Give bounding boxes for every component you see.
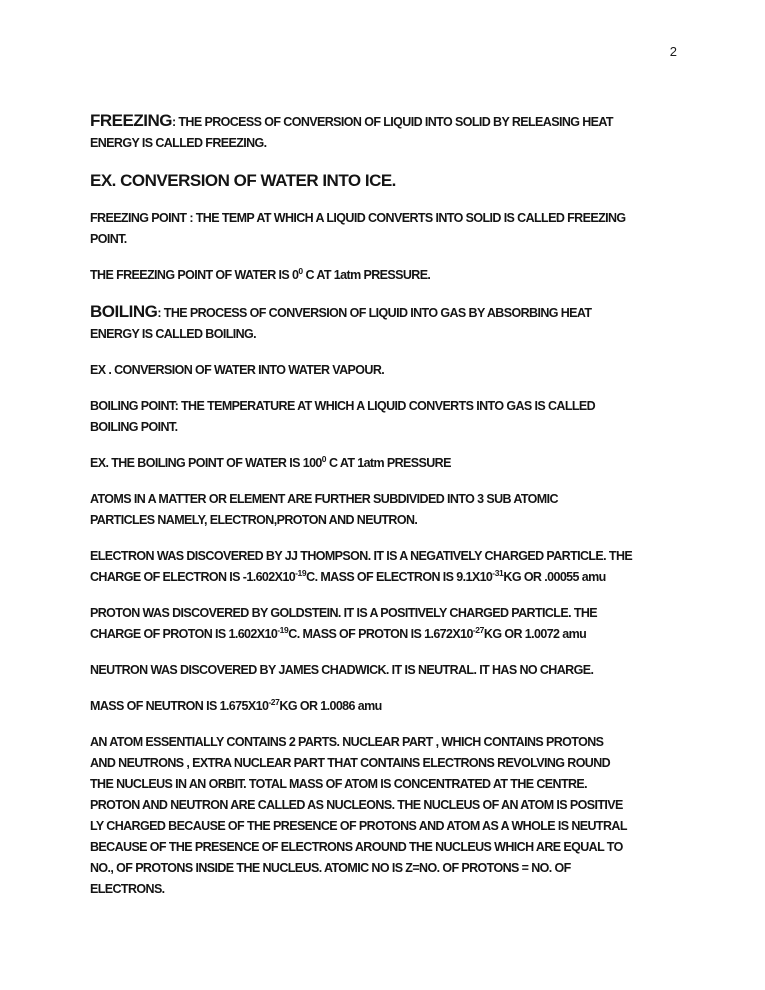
freezing-point-value-paragraph (90, 265, 682, 286)
exponent-superscript: -27 (472, 625, 484, 635)
exponent-superscript: -27 (268, 697, 280, 707)
boiling-definition-paragraph (90, 301, 682, 345)
boiling-point-value-tail: C AT 1atm PRESSURE (326, 456, 451, 470)
proton-charge-text: CHARGE OF PROTON IS 1.602X10 (90, 627, 278, 641)
freezing-point-value-tail: C AT 1atm PRESSURE. (302, 268, 431, 282)
freezing-definition-text-line2: ENERGY IS CALLED FREEZING. (90, 136, 267, 150)
proton-mass-text: C. MASS OF PROTON IS 1.672X10 (288, 627, 473, 641)
freezing-point-definition-paragraph (90, 208, 682, 250)
boiling-definition-text: : THE PROCESS OF CONVERSION OF LIQUID INTO GAS BY ABSORBING HEAT (157, 306, 592, 320)
neutron-paragraph (90, 660, 682, 681)
neutron-mass-tail: KG OR 1.0086 amu (279, 699, 382, 713)
atom-structure-paragraph (90, 732, 682, 900)
neutron-mass-paragraph (90, 696, 682, 717)
boiling-point-definition-paragraph (90, 396, 682, 438)
electron-paragraph (90, 546, 682, 588)
electron-charge-text: CHARGE OF ELECTRON IS -1.602X10 (90, 570, 296, 584)
freezing-definition-text: : THE PROCESS OF CONVERSION OF LIQUID INTO SOLID BY RELEASING HEAT (171, 115, 613, 129)
freezing-term: FREEZING (90, 111, 172, 130)
neutron-text: NEUTRON WAS DISCOVERED BY JAMES CHADWICK. IT IS NEUTRAL. IT HAS NO CHARGE. (90, 663, 594, 677)
atom-structure-line2: AND NEUTRONS , EXTRA NUCLEAR PART THAT CONTAINS ELECTRONS REVOLVING ROUND (90, 756, 611, 770)
freezing-example-heading (90, 169, 682, 193)
exponent-superscript: -19 (295, 568, 307, 578)
boiling-example-paragraph (90, 360, 682, 381)
freezing-definition-paragraph (90, 110, 682, 154)
proton-line1: PROTON WAS DISCOVERED BY GOLDSTEIN. IT IS A POSITIVELY CHARGED PARTICLE. THE (90, 606, 598, 620)
subatomic-particles-paragraph (90, 489, 682, 531)
atom-structure-line6: BECAUSE OF THE PRESENCE OF ELECTRONS AROUND THE NUCLEUS WHICH ARE EQUAL TO (90, 840, 623, 854)
electron-mass-text: C. MASS OF ELECTRON IS 9.1X10 (306, 570, 493, 584)
atom-structure-line3: THE NUCLEUS IN AN ORBIT. TOTAL MASS OF ATOM IS CONCENTRATED AT THE CENTRE. (90, 777, 588, 791)
freezing-point-value-text: THE FREEZING POINT OF WATER IS 0 (90, 268, 299, 282)
electron-line1: ELECTRON WAS DISCOVERED BY JJ THOMPSON. IT IS A NEGATIVELY CHARGED PARTICLE. THE (90, 549, 633, 563)
freezing-point-line2: POINT. (90, 232, 127, 246)
exponent-superscript: -31 (492, 568, 504, 578)
atom-structure-line7: NO., OF PROTONS INSIDE THE NUCLEUS. ATOMIC NO IS Z=NO. OF PROTONS = NO. OF (90, 861, 571, 875)
atom-structure-line5: LY CHARGED BECAUSE OF THE PRESENCE OF PROTONS AND ATOM AS A WHOLE IS NEUTRAL (90, 819, 627, 833)
atom-structure-line8: ELECTRONS. (90, 882, 165, 896)
electron-mass-tail: KG OR .00055 amu (503, 570, 606, 584)
boiling-point-value-paragraph (90, 453, 682, 474)
proton-mass-tail: KG OR 1.0072 amu (483, 627, 587, 641)
boiling-point-value-text: EX. THE BOILING POINT OF WATER IS 100 (90, 456, 322, 470)
atom-structure-line1: AN ATOM ESSENTIALLY CONTAINS 2 PARTS. NUCLEAR PART , WHICH CONTAINS PROTONS (90, 735, 604, 749)
boiling-definition-text-line2: ENERGY IS CALLED BOILING. (90, 327, 257, 341)
boiling-term: BOILING (90, 302, 158, 321)
boiling-point-line1: BOILING POINT: THE TEMPERATURE AT WHICH A LIQUID CONVERTS INTO GAS IS CALLED (90, 399, 596, 413)
degree-superscript: 0 (321, 454, 327, 464)
neutron-mass-text: MASS OF NEUTRON IS 1.675X10 (90, 699, 269, 713)
subatomic-line2: PARTICLES NAMELY, ELECTRON,PROTON AND NEUTRON. (90, 513, 418, 527)
freezing-example-text: EX. CONVERSION OF WATER INTO ICE. (90, 171, 396, 190)
exponent-superscript: -19 (277, 625, 289, 635)
boiling-example-text: EX . CONVERSION OF WATER INTO WATER VAPOUR. (90, 363, 385, 377)
degree-superscript: 0 (298, 266, 303, 276)
proton-paragraph (90, 603, 682, 645)
page-number: 2 (669, 44, 677, 59)
atom-structure-line4: PROTON AND NEUTRON ARE CALLED AS NUCLEONS. THE NUCLEUS OF AN ATOM IS POSITIVE (90, 798, 623, 812)
subatomic-line1: ATOMS IN A MATTER OR ELEMENT ARE FURTHER SUBDIVIDED INTO 3 SUB ATOMIC (90, 492, 558, 506)
freezing-point-line1: FREEZING POINT : THE TEMP AT WHICH A LIQUID CONVERTS INTO SOLID IS CALLED FREEZING (90, 211, 626, 225)
boiling-point-line2: BOILING POINT. (90, 420, 178, 434)
document-body (90, 110, 682, 915)
